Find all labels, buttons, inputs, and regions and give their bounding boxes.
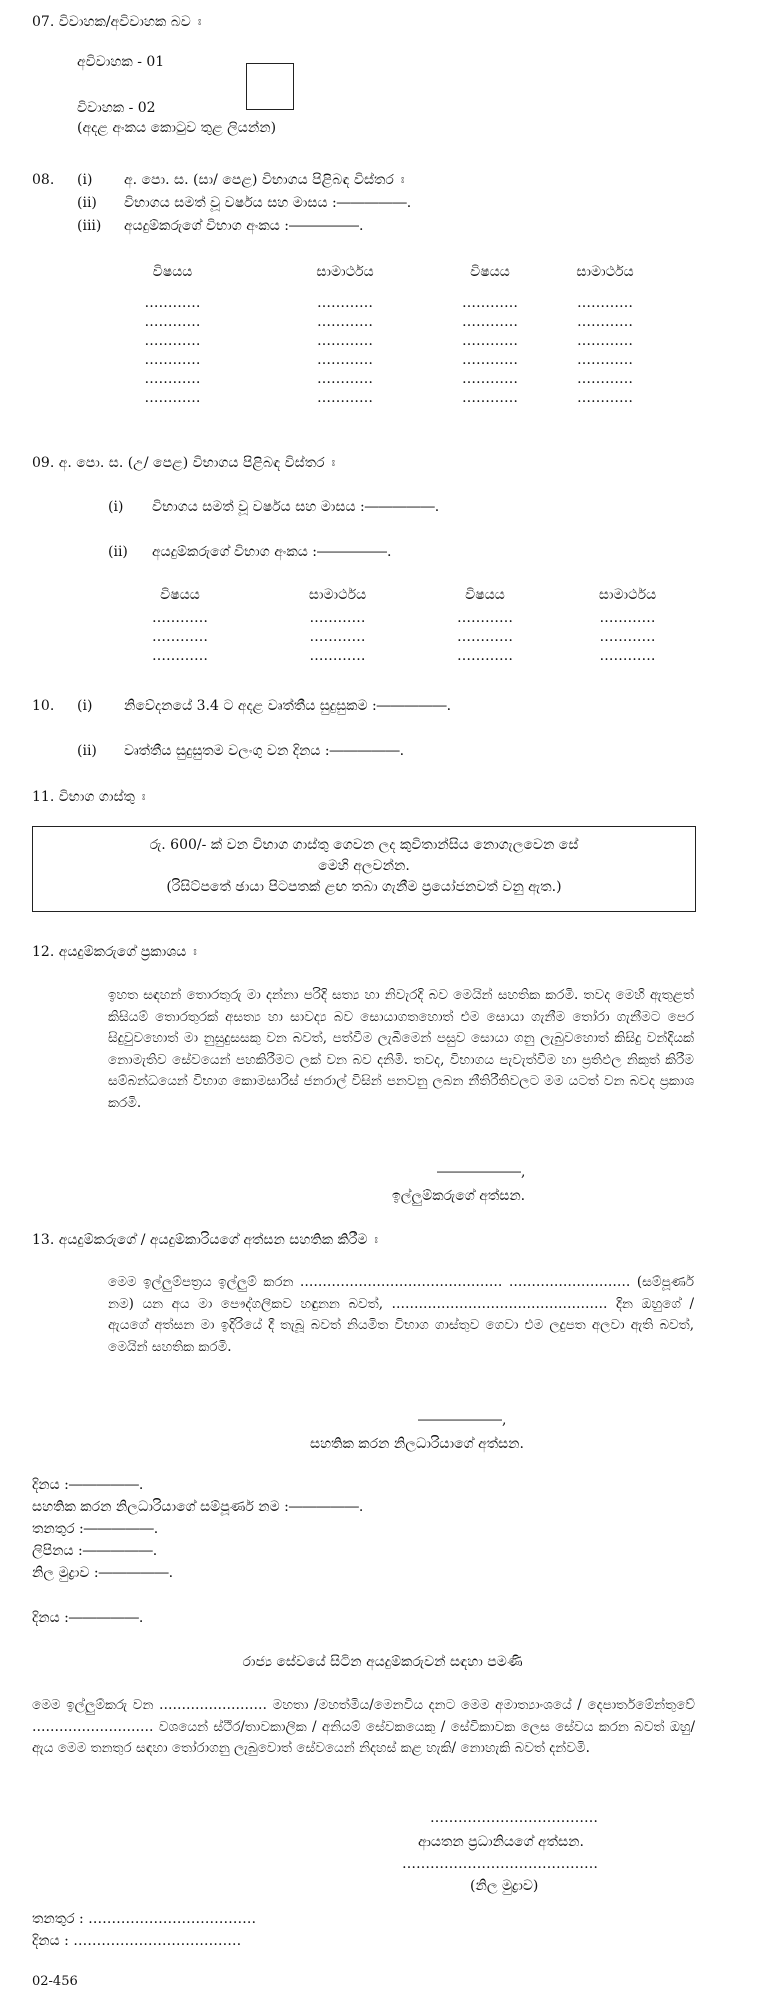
cert-fullname-field[interactable]: සහතික කරන නිලධාරියාගේ සම්පූර්ණ නම :―――――. (32, 1499, 364, 1515)
table-cell: ………… (152, 629, 208, 645)
s08-iii-text[interactable]: අයදුම්කරුගේ විභාග අංකය :―――――. (124, 218, 364, 234)
table-cell: ………… (317, 390, 373, 406)
table-row[interactable] (85, 294, 660, 313)
cert-address-field[interactable]: ලිපිනය :―――――. (32, 1543, 158, 1559)
col-subject: විෂයය (152, 264, 193, 280)
table-cell: ………… (309, 648, 366, 664)
table-cell: ………… (599, 648, 656, 664)
seal-dots[interactable]: …………………………………… (402, 1856, 598, 1872)
option-married: විවාහක - 02 (77, 100, 156, 116)
receipt-line-2: මෙහි අලවන්න. (318, 858, 410, 874)
table-cell: ………… (577, 295, 633, 311)
receipt-paste-box[interactable] (32, 826, 696, 912)
s08-ii-text[interactable]: විභාගය සමත් වූ වර්ෂය සහ මාසය :―――――. (124, 195, 412, 211)
receipt-line-3: (රිසිට්පතේ ඡායා පිටපතක් ළඟ තබා ගැනීම ප්‍රයෝජනවත් වනු ඇත.) (166, 879, 562, 895)
s08-i-mark: (i) (77, 172, 93, 188)
table-row[interactable] (85, 313, 660, 332)
certifier-signature-label: සහතික කරන නිලධාරියාගේ අත්සන. (310, 1436, 524, 1452)
table-cell: ………… (457, 648, 513, 664)
s10-num: 10. (32, 698, 55, 714)
gov-post-field[interactable]: තනතුර : ……………………………… (32, 1911, 257, 1927)
table-cell: ………… (577, 371, 633, 387)
table-cell: ………… (144, 390, 201, 406)
s08-num: 08. (32, 172, 55, 188)
table-row[interactable] (85, 332, 660, 351)
gov-section-title: රාජ්‍ය සේවයේ සිටින අයදුම්කරුවන් සඳහා පමණි (242, 1654, 523, 1670)
s13-label: 13. අයදුම්කරුගේ / අයදුම්කාරියගේ අත්සන සහතික කිරීම ඃ (32, 1232, 378, 1248)
receipt-line-1: රු. 600/- ක් වන විභාග ගාස්තු ගෙවන ලද කුවිතාන්සිය නොගැලවෙන සේ (149, 837, 579, 853)
gov-certification: මෙම ඉල්ලුම්කරු වන …………………… මහතා /මහත්මිය/මෙනවිය දනට මෙම අමාත්‍යාංශයේ / දෙපාර්තමේන්තුවේ ……………………… වශයෙන් ස්ථිර/තාවකාලික / අනියම් සේවකයෙකු / සේවිකාවක ලෙස සේවය කරන බවත් ඔහු/ඇය මෙම තනතුර සඳහා තෝරාගනු ලැබුවොත් සේවයෙන් නිදහස් කළ හැකි/ නොහැකි බවත් දන්වමි. (32, 1697, 695, 1756)
table-cell: ………… (462, 333, 518, 349)
date-field[interactable]: දිනය :―――――. (32, 1610, 144, 1626)
s09-i-text[interactable]: විභාගය සමත් වූ වර්ෂය සහ මාසය :―――――. (152, 499, 440, 515)
applicant-signature-line[interactable]: ――――――, (437, 1164, 526, 1180)
s07-note: (අදළ අංකය කොටුව තුළ ලියන්න) (77, 120, 277, 136)
s10-ii-mark: (ii) (77, 743, 97, 759)
table-cell: ………… (144, 352, 201, 368)
table-cell: ………… (577, 333, 633, 349)
official-seal-label: (නිල මුද්‍රාව) (470, 1878, 539, 1894)
table-cell: ………… (599, 610, 656, 626)
col-grade: සාමාර්ථය (576, 264, 634, 280)
s09-ii-mark: (ii) (108, 544, 128, 560)
s08-ii-mark: (ii) (77, 195, 97, 211)
table-cell: ………… (144, 371, 201, 387)
s10-i-mark: (i) (77, 698, 93, 714)
table-row[interactable] (100, 647, 700, 666)
s07-label: 07. විවාහක/අවිවාහක බව ඃ (32, 14, 202, 30)
col-subject: විෂයය (465, 587, 505, 603)
table-cell: ………… (577, 314, 633, 330)
col-grade: සාමාර්ථය (316, 264, 374, 280)
s09-i-mark: (i) (108, 499, 124, 515)
col-subject: විෂයය (160, 587, 200, 603)
table-cell: ………… (317, 314, 373, 330)
table-cell: ………… (309, 629, 366, 645)
table-header-row (85, 263, 660, 282)
form-number: 02-456 (32, 1974, 78, 1989)
table-cell: ………… (144, 295, 201, 311)
table-cell: ………… (144, 314, 201, 330)
s08-i-text: අ. පො. ස. (සා/ පෙළ) විභාගය පිළිබඳ විස්තර ඃ (124, 172, 405, 188)
s12-label: 12. අයදුම්කරුගේ ප්‍රකාශය ඃ (32, 944, 197, 960)
table-cell: ………… (317, 295, 373, 311)
head-signature-dots[interactable]: ……………………………… (430, 1810, 598, 1826)
table-cell: ………… (317, 352, 373, 368)
col-grade: සාමාර්ථය (308, 587, 367, 603)
option-unmarried: අවිවාහක - 01 (77, 54, 165, 70)
s09-label: 09. අ. පො. ස. (උ/ පෙළ) විභාගය පිළිබඳ විස්තර ඃ (32, 455, 336, 471)
s09-ii-text[interactable]: අයදුම්කරුගේ විභාග අංකය :―――――. (152, 544, 392, 560)
table-cell: ………… (462, 371, 518, 387)
table-row[interactable] (85, 351, 660, 370)
al-results-table (100, 586, 700, 666)
table-cell: ………… (152, 648, 208, 664)
certifier-signature-line[interactable]: ――――――, (418, 1412, 507, 1428)
table-cell: ………… (462, 314, 518, 330)
table-cell: ………… (309, 610, 366, 626)
table-cell: ………… (457, 610, 513, 626)
table-cell: ………… (462, 295, 518, 311)
table-cell: ………… (152, 610, 208, 626)
s08-iii-mark: (iii) (77, 218, 102, 234)
table-cell: ………… (317, 371, 373, 387)
table-cell: ………… (577, 390, 633, 406)
ol-results-table (85, 263, 660, 408)
applicant-declaration: ඉහත සඳහන් තොරතුරු මා දන්නා පරිදි සත්‍ය හා නිවැරදි බව මෙයින් සහතික කරමි. තවද මෙහි ඇතුළත් කිසියම් තොරතුරක් අසත්‍ය හා සාවද්‍ය බව සොයාගතහොත් එම සොයා ගැනීම තෝරා ගැනීමට පෙර සිදුවුවහොත් මා නුසුදුසසකු වන බවත්, පත්වීම ලැබීමෙන් පසුව සොයා ගනු ලැබුවහොත් කිසිදු වන්දියක් නොමැතිව සේවයෙන් පහකිරීමට ලක් වන බව දනිමි. තවද, විභාගය පැවැත්වීම හා ප්‍රතිඵල නිකුත් කිරීම සම්බන්ධයෙන් විභාග කොමසාරිස් ජනරාල් විසින් පනවනු ලබන නීතිරීතිවලට මම යටත් වන බවද ප්‍රකාශ කරමි. (108, 987, 694, 1111)
cert-date-field[interactable]: දිනය :―――――. (32, 1477, 144, 1493)
table-cell: ………… (462, 352, 518, 368)
table-cell: ………… (462, 390, 518, 406)
cert-seal-field[interactable]: නිල මුද්‍රාව :―――――. (32, 1565, 174, 1581)
marital-status-box[interactable] (246, 63, 294, 110)
applicant-signature-label: ඉල්ලුම්කරුගේ අත්සන. (392, 1188, 526, 1204)
cert-post-field[interactable]: තනතුර :―――――. (32, 1521, 159, 1537)
table-row[interactable] (85, 370, 660, 389)
s11-label: 11. විභාග ගාස්තු ඃ (32, 789, 146, 805)
signature-certification: මෙම ඉල්ලුම්පත්‍රය ඉල්ලුම් කරන ……………………………………… ……………………… (සම්පූර්ණ නම) යන අය මා පෞද්ගලිකව හඳුනන බවත්, ………………………………………… දින ඔහුගේ / ඇයගේ අත්සන මා ඉදිරියේ දී තැබූ බවත් නියමිත විභාග ගාස්තුව ගෙවා එම ලදුපත අලවා ඇති බවත්, මෙයින් සහතික කරමි. (108, 1274, 694, 1355)
s10-i-text[interactable]: නිවේදනයේ 3.4 ට අදළ වෘත්තීය සුදුසුකම :―――――. (124, 698, 452, 714)
table-row[interactable] (100, 628, 700, 647)
table-cell: ………… (457, 629, 513, 645)
table-cell: ………… (599, 629, 656, 645)
col-subject: විෂයය (470, 264, 510, 280)
gov-date-field[interactable]: දිනය : ……………………………… (32, 1933, 242, 1949)
head-signature-label: ආයතන ප්‍රධානියගේ අත්සන. (418, 1834, 584, 1850)
table-header-row (100, 586, 700, 605)
col-grade: සාමාර්ථය (598, 587, 657, 603)
table-cell: ………… (317, 333, 373, 349)
s10-ii-text[interactable]: වෘත්තීය සුදුසුතම වලංගු වන දිනය :―――――. (124, 743, 405, 759)
table-row[interactable] (100, 609, 700, 628)
table-row[interactable] (85, 389, 660, 408)
table-cell: ………… (144, 333, 201, 349)
table-cell: ………… (577, 352, 633, 368)
